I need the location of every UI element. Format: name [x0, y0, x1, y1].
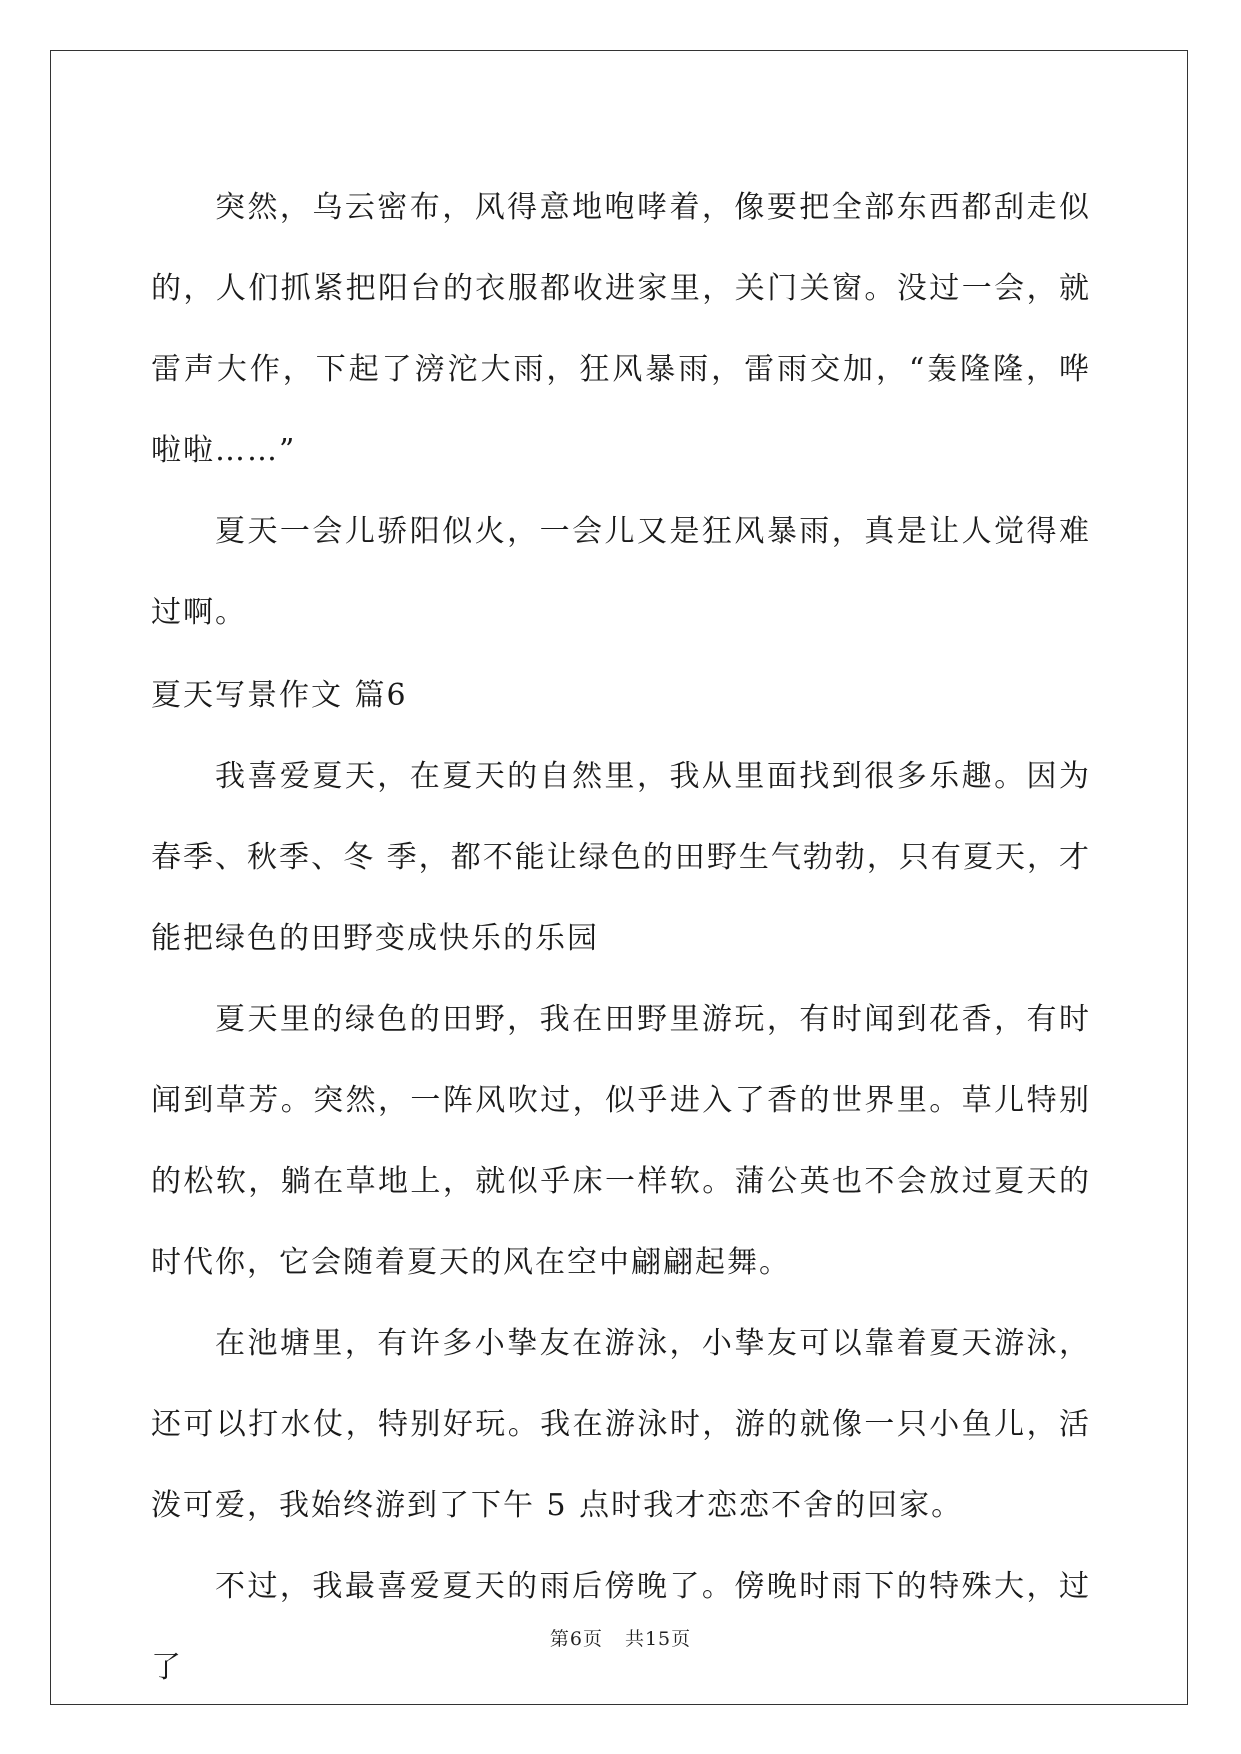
paragraph: 夏天里的绿色的田野，我在田野里游玩，有时闻到花香，有时闻到草芳。突然，一阵风吹过，似乎进入了香的世界里。草儿特别的松软，躺在草地上，就似乎床一样软。蒲公英也不会放过夏天的时代你，它会随着夏天的风在空中翩翩起舞。 — [151, 1002, 1091, 1280]
paragraph: 在池塘里，有许多小挚友在游泳，小挚友可以靠着夏天游泳，还可以打水仗，特别好玩。我在游泳时，游的就像一只小鱼儿，活泼可爱，我始终游到了下午 5 点时我才恋恋不舍的回家。 — [151, 1326, 1091, 1523]
page-number: 第6页 — [549, 1628, 603, 1650]
paragraph: 突然，乌云密布，风得意地咆哮着，像要把全部东西都刮走似的，人们抓紧把阳台的衣服都收进家里，关门关窗。没过一会，就雷声大作，下起了滂沱大雨，狂风暴雨，雷雨交加，“轰隆隆，哗啦啦……” — [151, 190, 1091, 468]
page-total: 共15页 — [624, 1628, 692, 1650]
page-footer — [0, 1624, 1241, 1651]
paragraph: 夏天一会儿骄阳似火，一会儿又是狂风暴雨，真是让人觉得难过啊。 — [151, 514, 1091, 630]
paragraph: 我喜爱夏天，在夏天的自然里，我从里面找到很多乐趣。因为春季、秋季、冬 季，都不能让绿色的田野生气勃勃，只有夏天，才能把绿色的田野变成快乐的乐园 — [151, 759, 1091, 956]
document-body — [151, 167, 1091, 1708]
section-heading: 夏天写景作文 篇6 — [151, 678, 408, 713]
paragraph: 不过，我最喜爱夏天的雨后傍晚了。傍晚时雨下的特殊大，过了 — [151, 1569, 1091, 1685]
